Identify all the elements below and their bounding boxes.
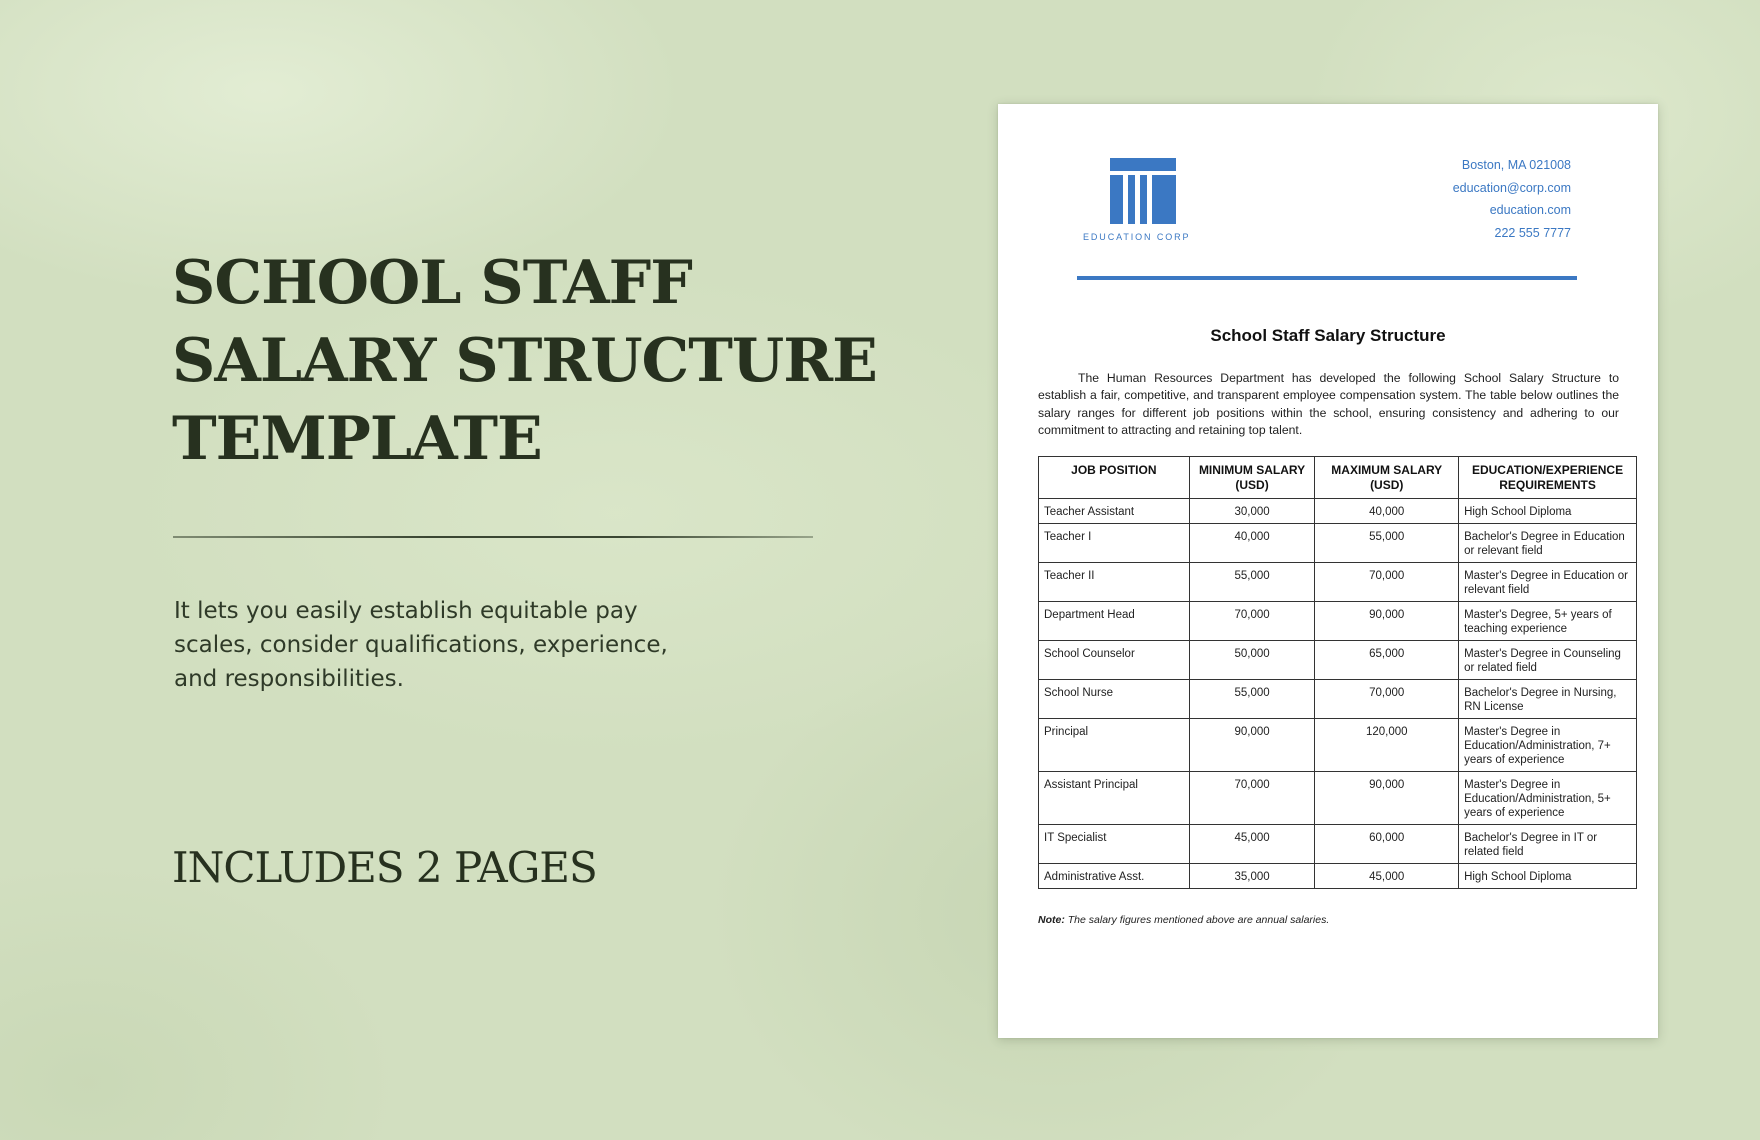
cell-requirements: Master's Degree in Education/Administration, 7+ years of experience [1459,719,1637,772]
cell-min-salary: 55,000 [1189,563,1315,602]
salary-table [1038,456,1637,889]
promo-title-line: SALARY STRUCTURE [172,326,877,396]
cell-max-salary: 120,000 [1315,719,1459,772]
columns-logo-icon [1110,158,1176,224]
promo-title-line: SCHOOL STAFF [172,248,692,318]
cell-position: School Counselor [1039,641,1190,680]
table-row [1039,563,1637,602]
cell-requirements: Bachelor's Degree in Nursing, RN License [1459,680,1637,719]
promo-description: It lets you easily establish equitable pay scales, consider qualifications, experience, and responsibilities. [174,598,668,692]
table-row [1039,602,1637,641]
cell-requirements: High School Diploma [1459,864,1637,889]
cell-max-salary: 55,000 [1315,524,1459,563]
document-title: School Staff Salary Structure [1210,326,1446,345]
cell-max-salary: 45,000 [1315,864,1459,889]
cell-min-salary: 55,000 [1189,680,1315,719]
cell-position: Teacher I [1039,524,1190,563]
salary-note [1038,914,1618,926]
note-label: Note: [1038,914,1065,926]
cell-min-salary: 40,000 [1189,524,1315,563]
cell-min-salary: 90,000 [1189,719,1315,772]
table-row [1039,825,1637,864]
promo-divider [173,536,813,538]
contact-block [1311,154,1571,244]
cell-max-salary: 65,000 [1315,641,1459,680]
column-header: MAXIMUM SALARY (USD) [1315,457,1459,499]
table-row [1039,499,1637,524]
column-header: JOB POSITION [1039,457,1190,499]
promo-title [172,244,877,478]
cell-min-salary: 30,000 [1189,499,1315,524]
document-page [998,104,1658,1038]
contact-email: education@corp.com [1452,180,1571,195]
table-row [1039,719,1637,772]
promo-title-line: TEMPLATE [172,404,542,474]
cell-max-salary: 90,000 [1315,602,1459,641]
column-header: MINIMUM SALARY (USD) [1189,457,1315,499]
table-row [1039,864,1637,889]
cell-requirements: Master's Degree in Counseling or related field [1459,641,1637,680]
table-header-row [1039,457,1637,499]
cell-requirements: High School Diploma [1459,499,1637,524]
cell-requirements: Master's Degree in Education/Administration, 5+ years of experience [1459,772,1637,825]
cell-position: IT Specialist [1039,825,1190,864]
cell-max-salary: 60,000 [1315,825,1459,864]
cell-max-salary: 90,000 [1315,772,1459,825]
contact-address: Boston, MA 021008 [1461,158,1571,172]
cell-min-salary: 50,000 [1189,641,1315,680]
cell-requirements: Bachelor's Degree in Education or relevant field [1459,524,1637,563]
cell-requirements: Master's Degree in Education or relevant field [1459,563,1637,602]
cell-min-salary: 70,000 [1189,772,1315,825]
table-row [1039,680,1637,719]
contact-website: education.com [1489,203,1571,217]
cell-min-salary: 45,000 [1189,825,1315,864]
cell-position: Principal [1039,719,1190,772]
document-intro: The Human Resources Department has developed the following School Salary Structure to establish a fair, competitive, and transparent employee compensation system. The table below outlines the salary ranges for different job positions within the school, ensuring consistency and adhering to our commitment to attracting and retaining top talent. [1038,371,1619,437]
cell-position: Teacher Assistant [1039,499,1190,524]
company-logo [1083,158,1213,242]
cell-position: Department Head [1039,602,1190,641]
table-row [1039,772,1637,825]
cell-max-salary: 40,000 [1315,499,1459,524]
logo-text: EDUCATION CORP [1083,232,1191,242]
cell-min-salary: 70,000 [1189,602,1315,641]
header-divider [1077,276,1577,280]
contact-phone: 222 555 7777 [1494,225,1571,240]
pages-count-label: INCLUDES 2 PAGES [172,843,597,892]
table-row [1039,524,1637,563]
cell-max-salary: 70,000 [1315,680,1459,719]
cell-requirements: Bachelor's Degree in IT or related field [1459,825,1637,864]
cell-position: Teacher II [1039,563,1190,602]
cell-min-salary: 35,000 [1189,864,1315,889]
cell-requirements: Master's Degree, 5+ years of teaching experience [1459,602,1637,641]
cell-position: Administrative Asst. [1039,864,1190,889]
table-row [1039,641,1637,680]
cell-position: Assistant Principal [1039,772,1190,825]
column-header: EDUCATION/EXPERIENCE REQUIREMENTS [1459,457,1637,499]
note-text: The salary figures mentioned above are annual salaries. [1064,914,1330,926]
cell-position: School Nurse [1039,680,1190,719]
cell-max-salary: 70,000 [1315,563,1459,602]
